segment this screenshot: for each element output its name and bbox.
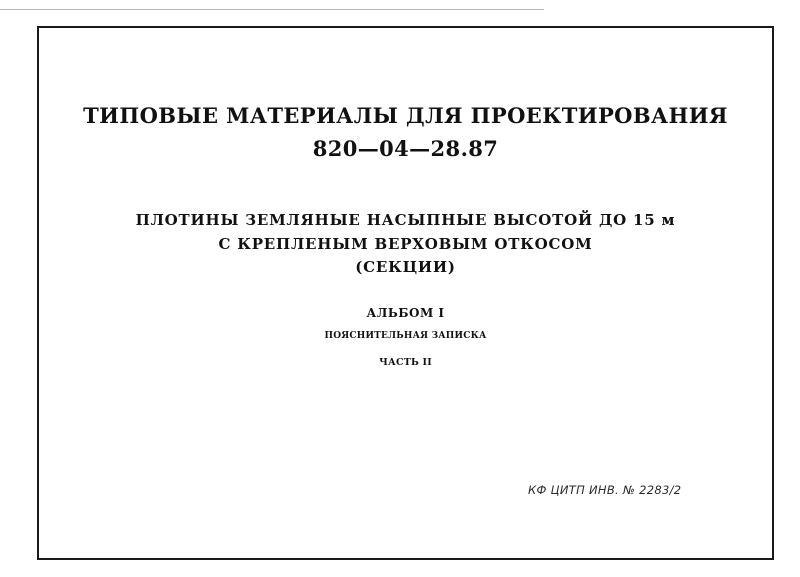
document-title: ТИПОВЫЕ МАТЕРИАЛЫ ДЛЯ ПРОЕКТИРОВАНИЯ <box>83 103 728 128</box>
scan-edge-line <box>0 9 544 10</box>
subtitle-line-1: ПЛОТИНЫ ЗЕМЛЯНЫЕ НАСЫПНЫЕ ВЫСОТОЙ ДО 15 м <box>135 211 676 229</box>
subtitle-line-2: С КРЕПЛЕНЫМ ВЕРХОВЫМ ОТКОСОМ <box>218 235 593 253</box>
album-label: АЛЬБОМ I <box>366 306 445 320</box>
section-label: ПОЯСНИТЕЛЬНАЯ ЗАПИСКА <box>324 331 487 341</box>
part-label: ЧАСТЬ II <box>379 357 432 368</box>
inventory-stamp: КФ ЦИТП ИНВ. № 2283/2 <box>528 483 682 497</box>
subtitle-line-3: (СЕКЦИИ) <box>355 258 456 276</box>
document-number: 820—04—28.87 <box>312 136 499 161</box>
